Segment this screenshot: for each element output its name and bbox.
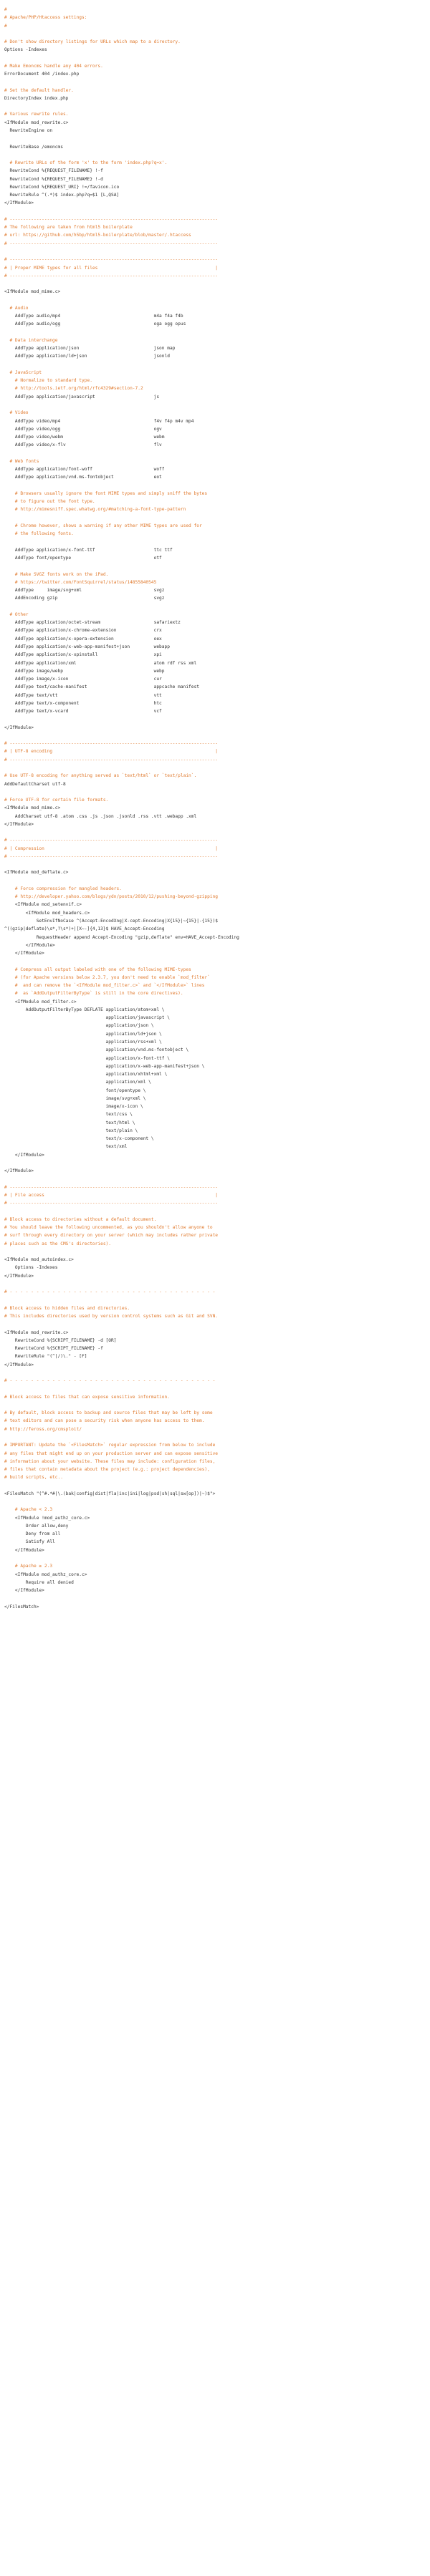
- code-line: AddType application/xml atom rdf rss xml: [4, 660, 197, 666]
- comment-line: # Web fonts: [4, 458, 39, 464]
- comment-line: # ------------------------------------------------------------------------------: [4, 241, 219, 246]
- comment-line: # and can remove the `<IfModule mod_filter.c>` and `</IfModule>` lines: [4, 983, 205, 989]
- code-line: AddType image/svg+xml svgz: [4, 588, 165, 594]
- code-line: AddType application/x-font-ttf ttc ttf: [4, 547, 173, 553]
- code-line: AddType application/x-opera-extension oex: [4, 636, 162, 641]
- code-line: AddType application/x-web-app-manifest+json webapp: [4, 644, 170, 649]
- code-line: AddType application/vnd.ms-fontobject eot: [4, 475, 162, 480]
- comment-line: # ------------------------------------------------------------------------------: [4, 273, 219, 279]
- comment-line: # http://feross.org/cmsploit/: [4, 1426, 82, 1432]
- blank-line: [4, 329, 426, 336]
- code-line: Order allow,deny: [4, 1523, 69, 1529]
- comment-line: # Rewrite URLs of the form 'x' to the form 'index.php?q=x'.: [4, 160, 168, 166]
- code-line: RewriteRule "(^|/)\." - [F]: [4, 1354, 87, 1360]
- code-line: </FilesMatch>: [4, 1604, 39, 1609]
- comment-line: # Video: [4, 410, 29, 416]
- comment-line: # Chrome however, shows a warning if any other MIME types are used for: [4, 523, 202, 528]
- code-line: Deny from all: [4, 1531, 61, 1537]
- code-line: </IfModule>: [4, 1273, 34, 1279]
- code-line: </IfModule>: [4, 1152, 44, 1158]
- blank-line: [4, 1554, 426, 1562]
- code-line: AddType text/vtt vtt: [4, 692, 162, 698]
- comment-line: # Browsers usually ignore the font MIME types and simply sniff the bytes: [4, 490, 208, 496]
- comment-line: # places such as the CMS's directories).: [4, 1241, 112, 1246]
- blank-line: [4, 1498, 426, 1506]
- blank-line: [4, 1401, 426, 1409]
- code-line: AddType video/ogg ogv: [4, 426, 162, 432]
- blank-line: [4, 135, 426, 142]
- comment-line: # Set the default handler.: [4, 87, 74, 93]
- comment-line: #: [4, 7, 7, 12]
- code-line: image/svg+xml \: [4, 1095, 146, 1101]
- blank-line: [4, 764, 426, 772]
- blank-line: [4, 208, 426, 216]
- comment-line: # Force UTF-8 for certain file formats.: [4, 798, 109, 803]
- blank-line: [4, 296, 426, 304]
- code-line: RewriteRule ^(.*)$ index.php?q=$1 [L,QSA]: [4, 193, 120, 198]
- code-line: RewriteCond %{SCRIPT_FILENAME} -d [OR]: [4, 1337, 117, 1343]
- code-line: </IfModule>: [4, 1362, 34, 1367]
- blank-line: [4, 361, 426, 369]
- comment-line: # ------------------------------------------------------------------------------: [4, 1184, 219, 1190]
- comment-line: # Data interchange: [4, 337, 58, 343]
- comment-line: # text editors and can pose a security risk when anyone has access to them.: [4, 1418, 205, 1424]
- code-line: application/javascript \: [4, 1015, 170, 1021]
- blank-line: [4, 603, 426, 611]
- blank-line: [4, 562, 426, 570]
- code-line: text/xml: [4, 1144, 128, 1150]
- blank-line: [4, 78, 426, 86]
- comment-line: # Block access to files that can expose sensitive information.: [4, 1394, 170, 1400]
- code-line: </IfModule>: [4, 200, 34, 206]
- code-line: AddType text/x-vcard vcf: [4, 709, 162, 715]
- blank-line: [4, 1320, 426, 1328]
- code-line: <IfModule mod_rewrite.c>: [4, 1330, 69, 1335]
- blank-line: [4, 538, 426, 546]
- code-line: <IfModule mod_filter.c>: [4, 999, 77, 1004]
- code-line: text/plain \: [4, 1128, 138, 1133]
- comment-line: # Normalize to standard type.: [4, 378, 92, 384]
- comment-line: # - - - - - - - - - - - - - - - - - - - - - - - - - - - - - - - - - - - - - - -: [4, 1378, 216, 1384]
- blank-line: [4, 1297, 426, 1304]
- comment-line: # This includes directories used by version control systems such as Git and SVN.: [4, 1314, 219, 1320]
- comment-line: # files that contain metadata about the project (e.g.: project dependencies),: [4, 1467, 210, 1473]
- code-line: <IfModule !mod_authz_core.c>: [4, 1515, 90, 1521]
- comment-line: # ------------------------------------------------------------------------------: [4, 853, 219, 859]
- comment-line: # http://developer.yahoo.com/blogs/ydn/posts/2010/12/pushing-beyond-gzipping: [4, 894, 219, 900]
- comment-line: # to figure out the font type.: [4, 499, 95, 505]
- comment-line: # Force compression for mangled headers.: [4, 886, 122, 891]
- code-line: </IfModule>: [4, 1547, 44, 1553]
- code-line: application/ld+json \: [4, 1031, 162, 1037]
- comment-line: # surf through every directory on your server (which may includes rather private: [4, 1233, 219, 1239]
- blank-line: [4, 1159, 426, 1167]
- code-line: application/vnd.ms-fontobject \: [4, 1047, 189, 1053]
- code-line: <IfModule mod_headers.c>: [4, 910, 90, 916]
- blank-line: [4, 102, 426, 110]
- comment-line: # ------------------------------------------------------------------------------: [4, 838, 219, 843]
- code-line: AddDefaultCharset utf-8: [4, 781, 66, 787]
- comment-line: # The following are taken from html5 boilerplate: [4, 225, 133, 231]
- comment-line: # url: https://github.com/h5bp/html5-boilerplate/blob/master/.htaccess: [4, 233, 191, 238]
- blank-line: [4, 957, 426, 965]
- code-line: DirectoryIndex index.php: [4, 95, 69, 101]
- comment-line: # (for Apache versions below 2.3.7, you don't need to enable `mod_filter`: [4, 974, 210, 980]
- comment-line: # ------------------------------------------------------------------------------: [4, 741, 219, 747]
- code-line: text/x-component \: [4, 1136, 154, 1142]
- blank-line: [4, 1385, 426, 1393]
- code-line: RewriteCond %{REQUEST_URI} !=/favicon.ico: [4, 184, 120, 190]
- code-line: AddType application/x-chrome-extension crx: [4, 628, 162, 634]
- comment-line: # Audio: [4, 305, 29, 311]
- comment-line: # | UTF-8 encoding |: [4, 749, 219, 755]
- code-line: text/css \: [4, 1112, 133, 1118]
- code-line: </IfModule>: [4, 1168, 34, 1174]
- code-line: AddType audio/ogg oga ogg opus: [4, 321, 186, 327]
- code-line: application/x-font-ttf \: [4, 1055, 170, 1061]
- code-line: <FilesMatch "(^#.*#|\.(bak|config|dist|fla|inc|ini|log|psd|sh|sql|sw[op])|~)$">: [4, 1491, 216, 1496]
- code-line: AddType video/x-flv flv: [4, 442, 162, 448]
- blank-line: [4, 1433, 426, 1441]
- code-line: application/x-web-app-manifest+json \: [4, 1063, 205, 1069]
- code-line: AddType audio/mp4 m4a f4a f4b: [4, 314, 183, 319]
- blank-line: [4, 248, 426, 256]
- code-line: AddCharset utf-8 .atom .css .js .json .jsonld .rss .vtt .webapp .xml: [4, 813, 197, 819]
- code-line: </IfModule>: [4, 821, 34, 827]
- comment-line: # Make SVGZ fonts work on the iPad.: [4, 571, 109, 577]
- code-line: <IfModule mod_mime.c>: [4, 805, 61, 811]
- comment-line: # Apache < 2.3: [4, 1507, 53, 1513]
- comment-line: # | Compression |: [4, 846, 219, 851]
- blank-line: [4, 1208, 426, 1216]
- blank-line: [4, 482, 426, 490]
- comment-line: # Compress all output labeled with one of the following MIME-types: [4, 967, 191, 972]
- code-line: </IfModule>: [4, 1588, 44, 1594]
- code-line: font/opentype \: [4, 1088, 146, 1093]
- comment-line: # Apache ≥ 2.3: [4, 1564, 53, 1569]
- comment-line: # the following fonts.: [4, 531, 74, 537]
- blank-line: [4, 715, 426, 723]
- blank-line: [4, 1594, 426, 1602]
- code-line: Options -Indexes: [4, 1265, 58, 1271]
- code-line: <IfModule mod_mime.c>: [4, 289, 61, 295]
- comment-line: # Apache/PHP/Htaccess settings:: [4, 15, 87, 21]
- code-line: application/rss+xml \: [4, 1040, 162, 1045]
- comment-line: # | File access |: [4, 1193, 219, 1199]
- code-line: <IfModule mod_deflate.c>: [4, 870, 69, 876]
- blank-line: [4, 54, 426, 62]
- code-line: AddType text/x-component htc: [4, 700, 162, 706]
- blank-line: [4, 788, 426, 796]
- comment-line: # https://twitter.com/FontSquirrel/status/14855840545: [4, 579, 157, 585]
- code-line: ^((gzip|deflate)\s*,?\s*)+|[X~-]{4,13}$ HAVE_Accept-Encoding: [4, 926, 165, 932]
- blank-line: [4, 732, 426, 740]
- comment-line: # - - - - - - - - - - - - - - - - - - - - - - - - - - - - - - - - - - - - - - -: [4, 1289, 216, 1295]
- code-line: AddType font/opentype otf: [4, 556, 162, 561]
- comment-line: # ------------------------------------------------------------------------------: [4, 1201, 219, 1206]
- comment-line: # http://tools.ietf.org/html/rfc4329#section-7.2: [4, 386, 143, 392]
- comment-line: # build scripts, etc..: [4, 1475, 63, 1481]
- blank-line: [4, 1482, 426, 1490]
- code-line: <IfModule mod_authz_core.c>: [4, 1572, 87, 1577]
- blank-line: [4, 401, 426, 409]
- comment-line: # ------------------------------------------------------------------------------: [4, 216, 219, 222]
- code-line: AddType application/javascript js: [4, 394, 160, 400]
- comment-line: # Use UTF-8 encoding for anything served as `text/html` or `text/plain`.: [4, 773, 197, 779]
- code-line: </IfModule>: [4, 725, 34, 730]
- blank-line: [4, 450, 426, 457]
- code-line: Require all denied: [4, 1579, 74, 1585]
- code-line: AddType video/webm webm: [4, 435, 165, 440]
- comment-line: #: [4, 23, 7, 29]
- comment-line: # Make Emoncms handle any 404 errors.: [4, 63, 103, 69]
- comment-line: # ------------------------------------------------------------------------------: [4, 257, 219, 263]
- blank-line: [4, 1248, 426, 1256]
- blank-line: [4, 1176, 426, 1183]
- comment-line: # | Proper MIME types for all files |: [4, 265, 219, 271]
- code-line: application/xhtml+xml \: [4, 1072, 168, 1078]
- blank-line: [4, 514, 426, 522]
- blank-line: [4, 1280, 426, 1288]
- code-line: <IfModule mod_autoindex.c>: [4, 1257, 74, 1263]
- blank-line: [4, 1369, 426, 1377]
- blank-line: [4, 151, 426, 159]
- comment-line: # Other: [4, 611, 29, 617]
- code-line: AddType application/octet-stream safariextz: [4, 620, 181, 626]
- code-line: </IfModule>: [4, 951, 44, 957]
- code-line: AddType image/webp webp: [4, 668, 165, 674]
- code-line: RequestHeader append Accept-Encoding "gzip,deflate" env=HAVE_Accept-Encoding: [4, 934, 239, 940]
- comment-line: # JavaScript: [4, 369, 42, 375]
- code-line: application/json \: [4, 1023, 154, 1029]
- code-line: AddType application/font-woff woff: [4, 467, 165, 473]
- code-line: AddType application/ld+json jsonld: [4, 354, 170, 359]
- blank-line: [4, 30, 426, 38]
- code-line: Options -Indexes: [4, 47, 47, 53]
- code-line: AddType video/mp4 f4v f4p m4v mp4: [4, 418, 194, 424]
- blank-line: [4, 280, 426, 288]
- comment-line: # IMPORTANT: Update the `<FilesMatch>` regular expression from below to include: [4, 1443, 216, 1448]
- code-line: RewriteBase /emoncms: [4, 144, 63, 150]
- comment-line: # Block access to hidden files and directories.: [4, 1305, 130, 1311]
- comment-line: # By default, block access to backup and source files that may be left by some: [4, 1410, 213, 1416]
- code-line: AddType application/json json map: [4, 346, 176, 352]
- code-line: text/html \: [4, 1120, 135, 1125]
- code-line: AddType image/x-icon cur: [4, 677, 162, 682]
- code-line: Satisfy All: [4, 1539, 55, 1545]
- comment-line: # http://mimesniff.spec.whatwg.org/#matching-a-font-type-pattern: [4, 507, 186, 513]
- comment-line: # Various rewrite rules.: [4, 112, 69, 117]
- comment-line: # ------------------------------------------------------------------------------: [4, 757, 219, 762]
- code-line: application/xml \: [4, 1080, 151, 1085]
- comment-line: # as `AddOutputFilterByType` is still in the core directives).: [4, 991, 183, 997]
- code-line: image/x-icon \: [4, 1104, 143, 1110]
- code-line: <IfModule mod_setenvif.c>: [4, 902, 82, 908]
- comment-line: # information about your website. These files may include: configuration files,: [4, 1458, 216, 1464]
- code-line: RewriteEngine on: [4, 127, 53, 133]
- code-line: RewriteCond %{REQUEST_FILENAME} !-f: [4, 168, 103, 174]
- code-line: RewriteCond %{SCRIPT_FILENAME} -f: [4, 1346, 103, 1352]
- comment-line: # Don't show directory listings for URLs which map to a directory.: [4, 39, 181, 45]
- code-line: AddOutputFilterByType DEFLATE application/atom+xml \: [4, 1007, 165, 1012]
- code-line: RewriteCond %{REQUEST_FILENAME} !-d: [4, 176, 103, 182]
- code-line: AddEncoding gzip svgz: [4, 596, 165, 601]
- blank-line: [4, 861, 426, 868]
- comment-line: # You should leave the following uncommented, as you shouldn't allow anyone to: [4, 1225, 213, 1231]
- code-line: ErrorDocument 404 /index.php: [4, 72, 80, 77]
- code-line: </IfModule>: [4, 942, 55, 948]
- blank-line: [4, 828, 426, 836]
- comment-line: # any files that might end up on your production server and can expose sensitive: [4, 1451, 219, 1456]
- comment-line: # Block access to directories without a default document.: [4, 1216, 157, 1222]
- blank-line: [4, 877, 426, 885]
- code-line: AddType text/cache-manifest appcache manifest: [4, 684, 199, 690]
- code-line: SetEnvIfNoCase ^(Accept-EncodXng|X-cept-Encoding|X{15}|~{15}|-{15})$: [4, 919, 219, 924]
- code-line: <IfModule mod_rewrite.c>: [4, 120, 69, 125]
- code-line: AddType application/x-xpinstall xpi: [4, 652, 162, 658]
